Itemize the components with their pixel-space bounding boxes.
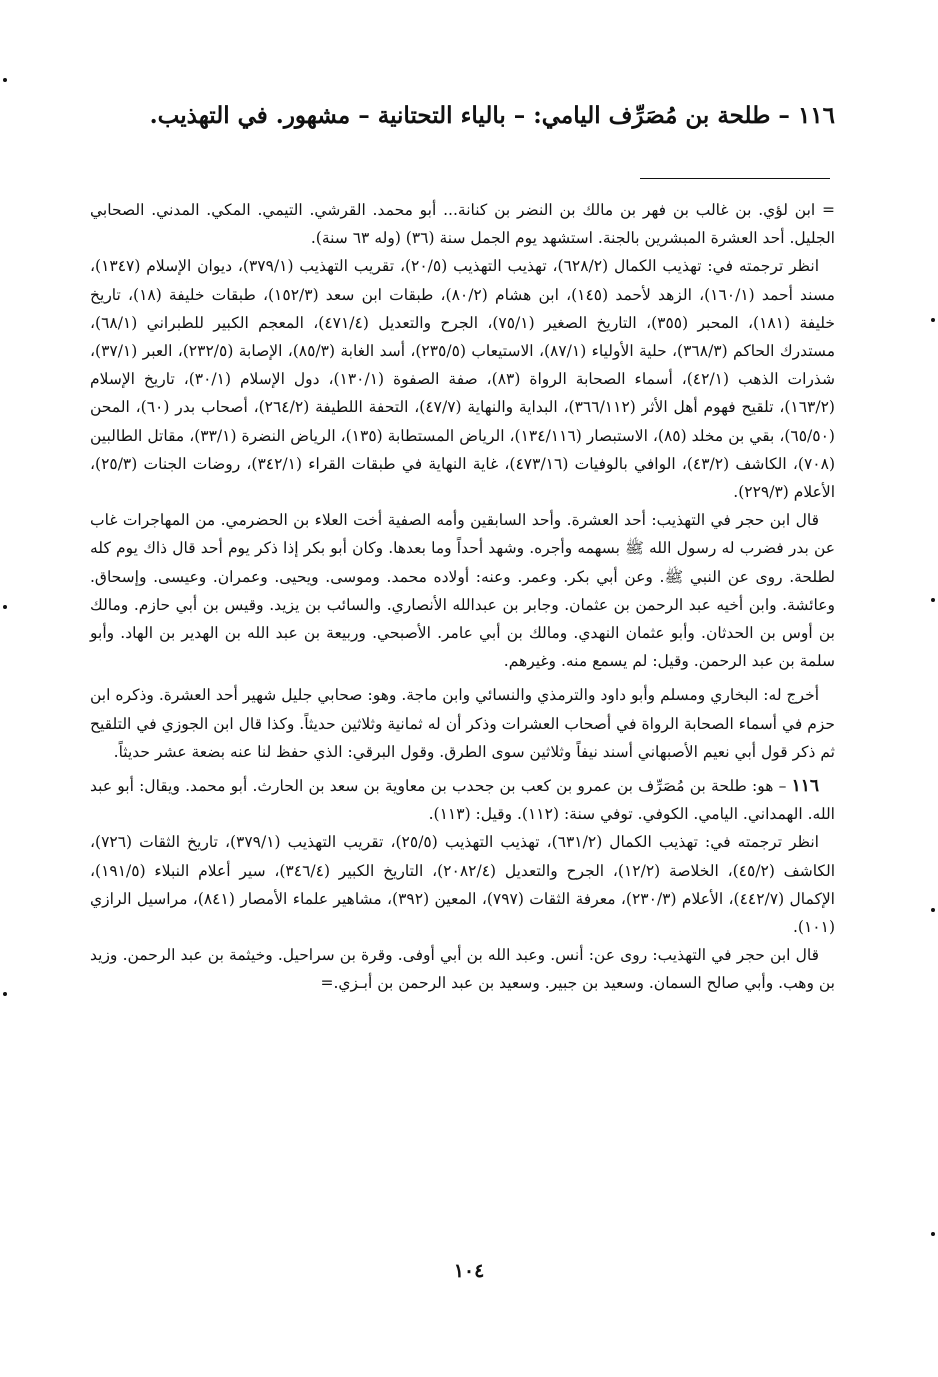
margin-mark xyxy=(3,605,7,609)
margin-mark xyxy=(931,1232,935,1236)
footnote-ibn-hajar: قال ابن حجر في التهذيب: روى عن: أنس. وعبد الله بن أبي أوفى. وقرة بن سراحيل. وخيثمة بن عبد الرحمن. وزيد بن وهب. وأبي صالح السمان. وسعيد بن جبير. وسعيد بن عبد الرحمن بن أبـزي.= xyxy=(90,946,835,993)
page-number: ١٠٤ xyxy=(453,1260,485,1282)
footnote-continuation: = ابن لؤي. بن غالب بن فهر بن مالك بن النضر بن كنانة... أبو محمد. القرشي. التيمي. المكي. المدني. الصحابي الجليل. أحد العشرة المبشرين بالجنة. استشهد يوم الجمل سنة (٣٦) (وله ٦٣ سنة). xyxy=(90,201,835,248)
entry-heading: ١١٦ – طلحة بن مُصَرِّف اليامي: – بالياء التحتانية – مشهور. في التهذيب. xyxy=(149,102,835,129)
footnote-entry-number: ١١٦ xyxy=(791,776,819,797)
margin-mark xyxy=(931,318,935,322)
margin-mark xyxy=(3,992,7,996)
margin-mark xyxy=(3,78,7,82)
footnote-separator xyxy=(640,178,830,179)
margin-mark xyxy=(931,908,935,912)
footnote-entry-text: – هو: طلحة بن مُصَرِّف بن عمرو بن كعب بن جحدب بن معاوية بن سعد بن الحارث. أبو محمد. ويقال: أبو عبد الله. الهمداني. اليامي. الكوفي. توفي سنة: (١١٢). وقيل: (١١٣). xyxy=(90,777,835,824)
footnote-entry xyxy=(90,772,835,828)
footnote-takhrij: أخرج له: البخاري ومسلم وأبو داود والترمذي والنسائي وابن ماجة. وهو: صحابي جليل شهير أحد العشرة. وذكره ابن حزم في أسماء الصحابة الرواة في أصحاب العشرات وذكر أن له ثمانية وثلاثين حديثاً. وكذا قال ابن الجوزي في التلقيح ثم ذكر قول أبي نعيم الأصبهاني أسند نيفاً وثلاثين سوى الطرق. وقول البرقي: الذي حفظ لنا عنه بضعة عشر حديثاً. xyxy=(90,686,835,761)
footnotes xyxy=(90,196,835,998)
footnote-sources: انظر ترجمته في: تهذيب الكمال (٦٢٨/٢)، تهذيب التهذيب (٢٠/٥)، تقريب التهذيب (٣٧٩/١)، ديوان الإسلام (١٣٤٧)، مسند أحمد (١٦٠/١)، الزهد لأحمد (١٤٥)، ابن هشام (٨٠/٢)، طبقات ابن سعد (١٥٢/٣)، طبقات خليفة (١٨)، تاريخ خليفة (١٨١)، المحبر (٣٥٥)، التاريخ الصغير (٧٥/١)، الجرح والتعديل (٤٧١/٤)، المعجم الكبير للطبراني (٦٨/١)، مستدرك الحاكم (٣٦٨/٣)، حلية الأولياء (٨٧/١)، الاستيعاب (٢٣٥/٥)، أسد الغابة (٨٥/٣)، الإصابة (٢٣٢/٥)، العبر (٣٧/١)، شذرات الذهب (٤٢/١)، أسماء الصحابة الرواة (٨٣)، صفة الصفوة (١٣٠/١)، دول الإسلام (٣٠/١)، تاريخ الإسلام (١٦٣/٢)، تلقيح فهوم أهل الأثر (٣٦٦/١١٢)، البداية والنهاية (٤٧/٧)، التحفة اللطيفة (٢٦٤/٢)، أصحاب بدر (٦٠)، المحن (٦٥/٥٠)، بقي بن مخلد (٨٥)، الاستبصار (١٣٤/١١٦)، الرياض المستطابة (١٣٥)، الرياض النضرة (٣٣/١)، مقاتل الطالبين (٧٠٨)، الكاشف (٤٣/٢)، الوافي بالوفيات (٤٧٣/١٦)، غاية النهاية في طبقات القراء (٣٤٢/١)، روضات الجنات (٢٥/٣)، الأعلام (٢٢٩/٣). xyxy=(90,257,836,502)
footnote-sources: انظر ترجمته في: تهذيب الكمال (٦٣١/٢)، تهذيب التهذيب (٢٥/٥)، تقريب التهذيب (٣٧٩/١)، تاريخ الثقات (٧٢٦)، الكاشف (٤٥/٢)، الخلاصة (١٢/٢)، الجرح والتعديل (٢٠٨٢/٤)، التاريخ الكبير (٣٤٦/٤)، سير أعلام النبلاء (١٩١/٥)، الإكمال (٤٤٢/٧)، الأعلام (٢٣٠/٣)، معرفة الثقات (٧٩٧)، المعين (٣٩٢)، مشاهير علماء الأمصار (٨٤١)، مراسيل الرازي (١٠١). xyxy=(90,833,836,937)
margin-mark xyxy=(931,598,935,602)
footnote-ibn-hajar: قال ابن حجر في التهذيب: أحد العشرة. وأحد السابقين وأمه الصفية أخت العلاء بن الحضرمي. من المهاجرات غاب عن بدر فضرب له رسول الله ﷺ بسهمه وأجره. وشهد أحداً وما بعدها. وكان أبو بكر إذا ذكر يوم أحد قال ذاك يوم كله لطلحة. روى عن النبي ﷺ. وعن أبي بكر. وعمر. وعنه: أولاده محمد. وموسى. ويحيى. وعمران. وعيسى. وإسحاق. وعائشة. وابن أخيه عبد الرحمن بن عثمان. وجابر بن عبدالله الأنصاري. والسائب بن يزيد. وقيس بن أبي حازم. ومالك بن أوس بن الحدثان. وأبو عثمان النهدي. ومالك بن أبي عامر. الأصبحي. وربيعة بن عبد الله بن الهدير بن الهاد. وأبو سلمة بن عبد الرحمن. وقيل: لم يسمع منه. وغيرهم. xyxy=(90,511,835,671)
